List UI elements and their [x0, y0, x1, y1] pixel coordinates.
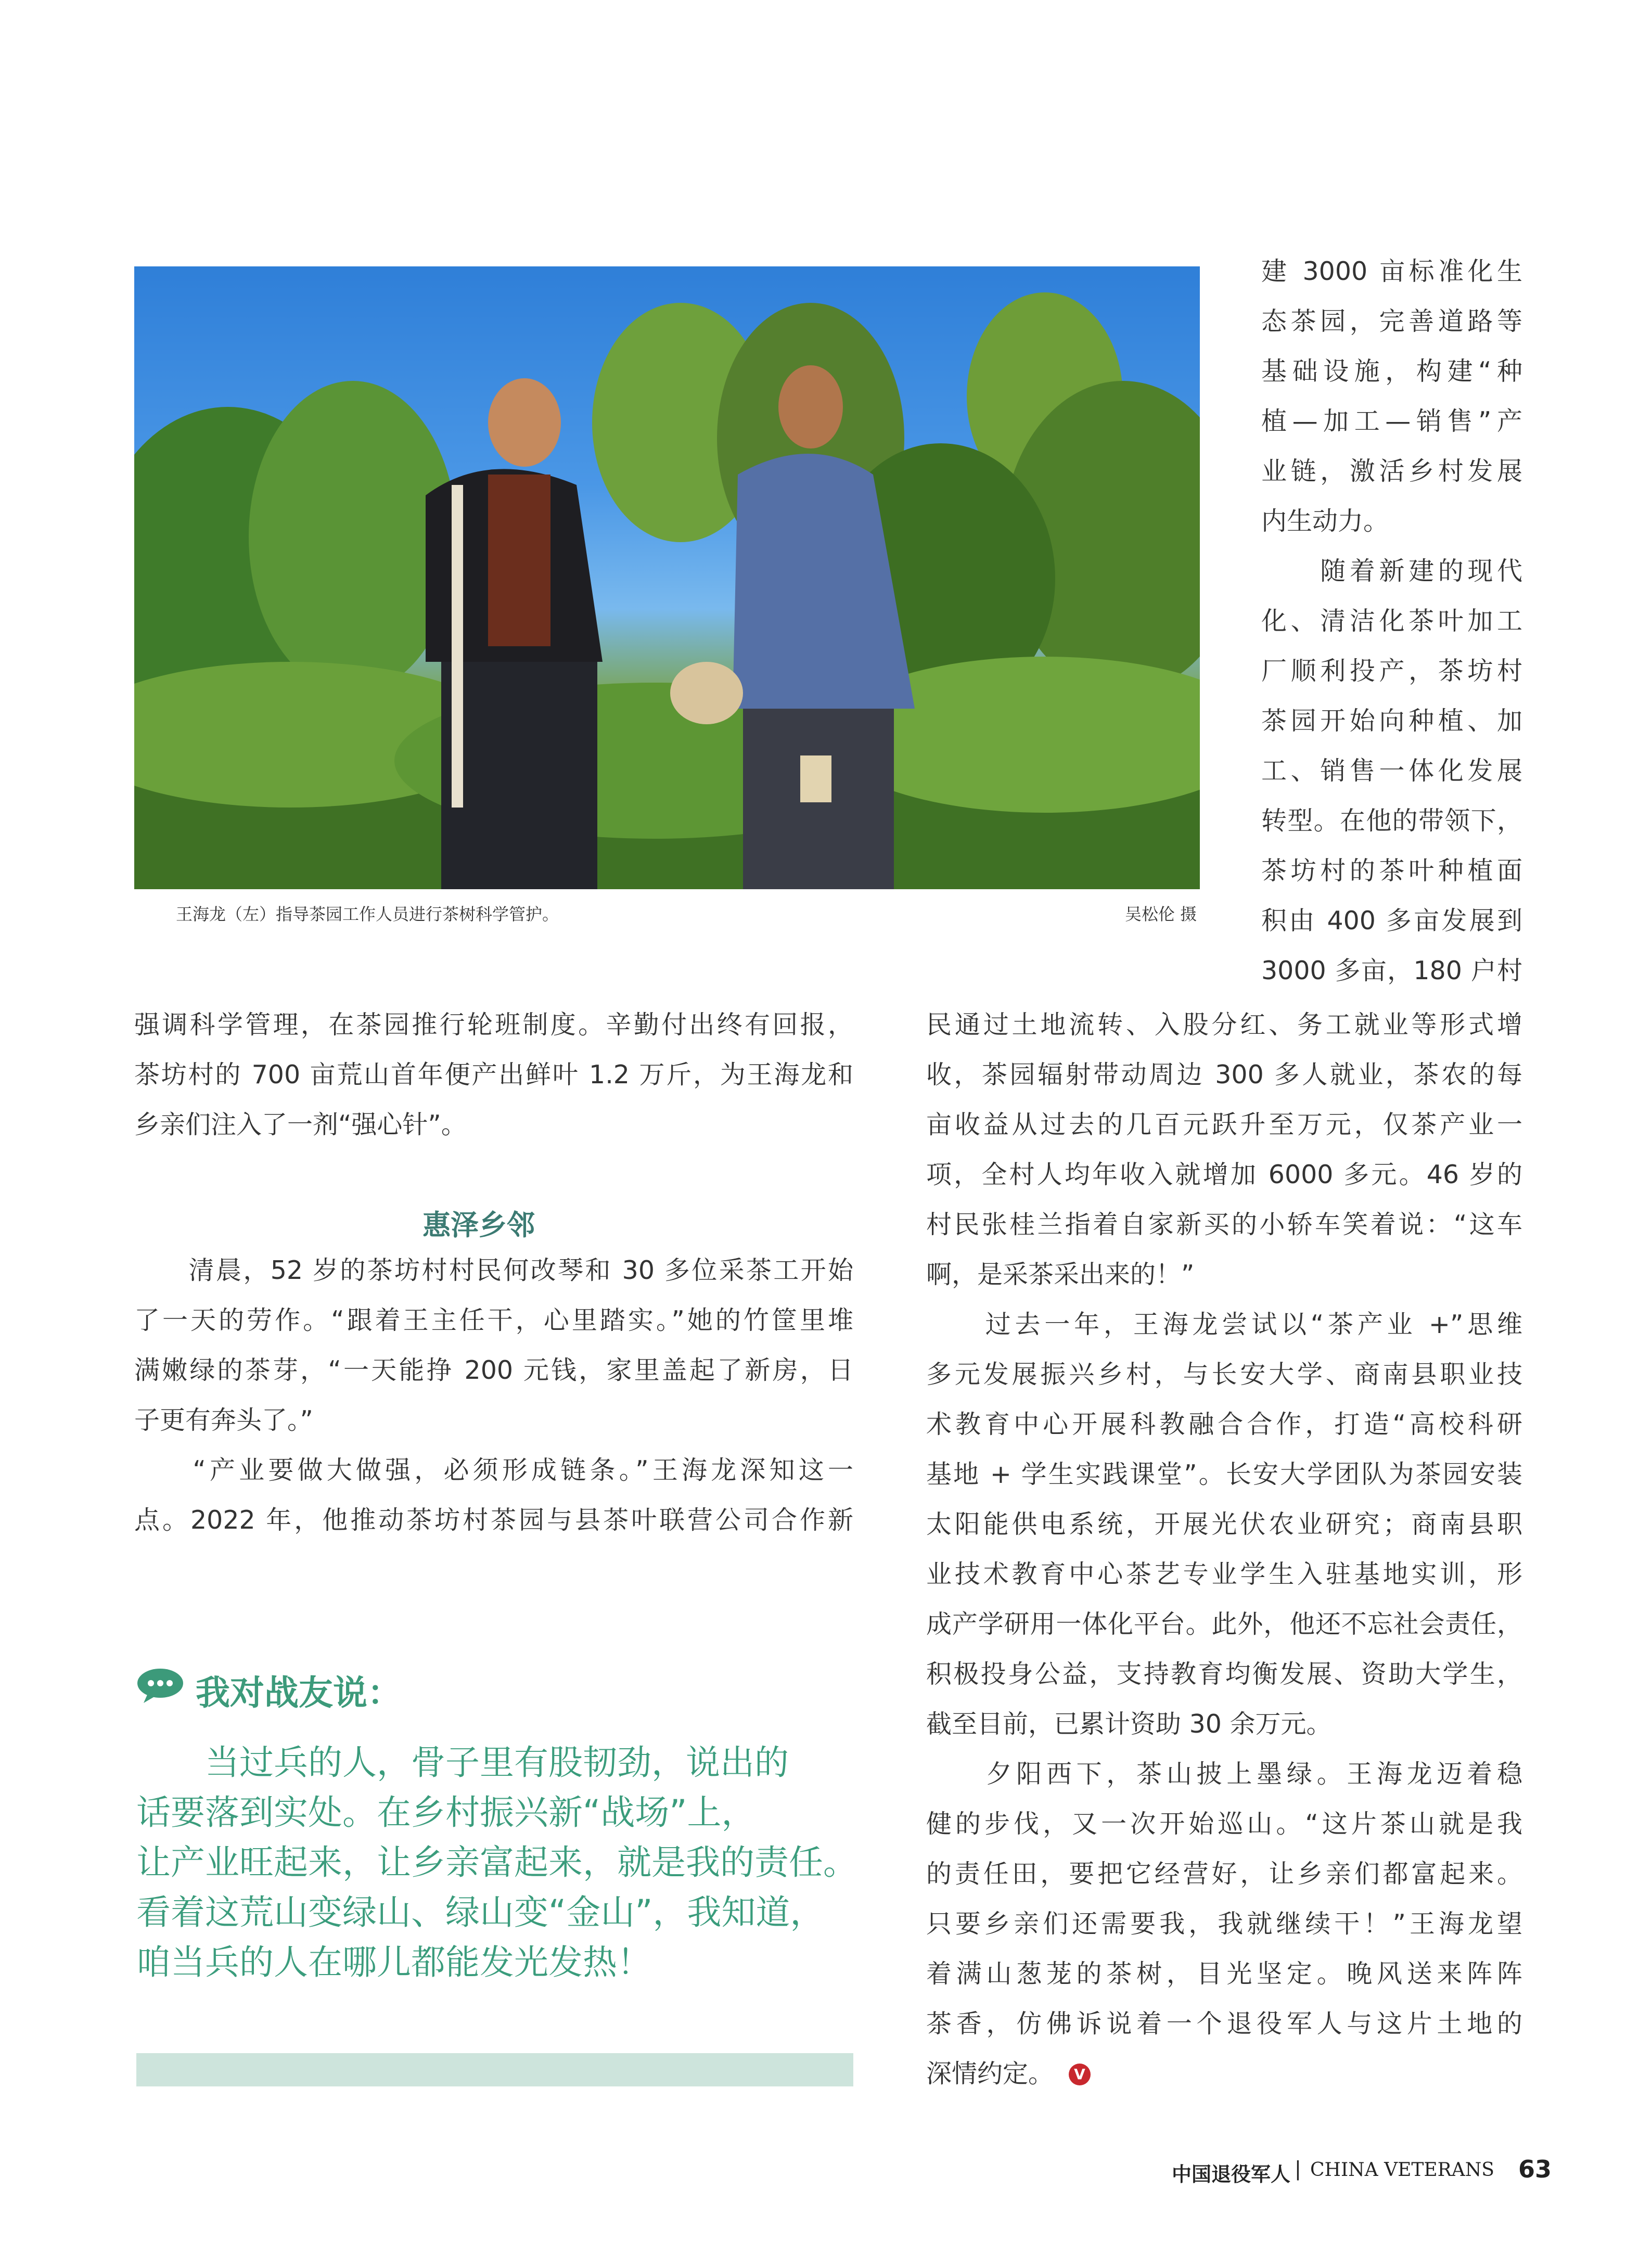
quote-line: 话要落到实处。在乡村振兴新“战场”上， — [136, 1792, 756, 1833]
text-line: 内生动力。 — [1261, 506, 1389, 536]
quote-divider-bar — [136, 2053, 853, 2086]
text-line: “产业要做大做强，必须形成链条。”王海龙深知这一 — [134, 1455, 853, 1485]
text-line: 态茶园，完善道路等 — [1261, 306, 1522, 336]
text-line: 满嫩绿的茶芽，“一天能挣 200 元钱，家里盖起了新房，日 — [134, 1355, 853, 1385]
text-line: 基础设施，构建“种 — [1261, 356, 1522, 386]
footer-separator: | — [1295, 2157, 1301, 2180]
photo-illustration — [134, 266, 1200, 889]
text-line: 夕阳西下，茶山披上墨绿。王海龙迈着稳 — [926, 1759, 1522, 1789]
text-line: 3000 多亩，180 户村 — [1261, 956, 1522, 985]
text-line: 茶园开始向种植、加 — [1261, 706, 1522, 736]
page-number: 63 — [1518, 2155, 1552, 2183]
text-line: 截至目前，已累计资助 30 余万元。 — [926, 1709, 1332, 1739]
text-line: 积由 400 多亩发展到 — [1261, 906, 1522, 936]
text-line: 积极投身公益，支持教育均衡发展、资助大学生， — [926, 1659, 1522, 1689]
text-line: 多元发展振兴乡村，与长安大学、商南县职业技 — [926, 1360, 1522, 1389]
text-line: 术教育中心开展科教融合合作，打造“高校科研 — [926, 1410, 1522, 1439]
quote-line: 看着这荒山变绿山、绿山变“金山”，我知道， — [136, 1892, 825, 1932]
speech-bubble-icon — [136, 1668, 186, 1704]
text-line: 太阳能供电系统，开展光伏农业研究；商南县职 — [926, 1509, 1522, 1539]
text-line: 业技术教育中心茶艺专业学生入驻基地实训，形 — [926, 1559, 1522, 1589]
text-line: 工、销售一体化发展 — [1261, 756, 1522, 786]
photo-caption: 王海龙（左）指导茶园工作人员进行茶树科学管护。 — [176, 904, 559, 924]
text-line: 民通过土地流转、入股分红、务工就业等形式增 — [926, 1010, 1522, 1040]
section-title: 惠泽乡邻 — [422, 1208, 535, 1241]
text-line: 深情约定。 — [926, 2059, 1054, 2089]
text-line: 转型。在他的带领下， — [1261, 806, 1522, 836]
photo-credit: 吴松伦 摄 — [1125, 904, 1197, 924]
text-line: 子更有奔头了。” — [134, 1405, 313, 1435]
text-line: 茶坊村的茶叶种植面 — [1261, 856, 1522, 886]
text-line: 过去一年，王海龙尝试以“茶产业 +”思维 — [926, 1310, 1522, 1339]
text-line: 茶香，仿佛诉说着一个退役军人与这片土地的 — [926, 2009, 1522, 2039]
quote-line: 当过兵的人，骨子里有股韧劲，说出的 — [136, 1743, 789, 1783]
text-line: 健的步伐，又一次开始巡山。“这片茶山就是我 — [926, 1809, 1522, 1839]
text-line: 基地 + 学生实践课堂”。长安大学团队为茶园安装 — [926, 1459, 1522, 1489]
quote-heading: 我对战友说： — [196, 1673, 402, 1713]
text-line: 植—加工—销售”产 — [1261, 406, 1522, 436]
text-line: 厂顺利投产，茶坊村 — [1261, 656, 1522, 686]
quote-line: 咱当兵的人在哪儿都能发光发热！ — [136, 1942, 651, 1982]
text-line: 着满山葱茏的茶树，目光坚定。晚风送来阵阵 — [926, 1959, 1522, 1989]
text-line: 的责任田，要把它经营好，让乡亲们都富起来。 — [926, 1859, 1522, 1889]
quote-line: 让产业旺起来，让乡亲富起来，就是我的责任。 — [136, 1842, 857, 1882]
text-line: 了一天的劳作。“跟着王主任干，心里踏实。”她的竹筐里堆 — [134, 1305, 853, 1335]
text-line: 只要乡亲们还需要我，我就继续干！”王海龙望 — [926, 1909, 1522, 1939]
end-mark-icon: V — [1069, 2064, 1091, 2085]
footer-magazine-name: 中国退役军人 — [1172, 2163, 1291, 2186]
article-photo — [134, 266, 1200, 889]
text-line: 强调科学管理，在茶园推行轮班制度。辛勤付出终有回报， — [134, 1010, 853, 1040]
footer-english-name: CHINA VETERANS — [1310, 2159, 1494, 2181]
text-line: 茶坊村的 700 亩荒山首年便产出鲜叶 1.2 万斤，为王海龙和 — [134, 1060, 853, 1090]
text-line: 随着新建的现代 — [1261, 556, 1522, 586]
text-line: 点。2022 年，他推动茶坊村茶园与县茶叶联营公司合作新 — [134, 1505, 853, 1535]
text-line: 乡亲们注入了一剂“强心针”。 — [134, 1110, 467, 1139]
text-line: 项，全村人均年收入就增加 6000 多元。46 岁的 — [926, 1160, 1522, 1189]
text-line: 亩收益从过去的几百元跃升至万元，仅茶产业一 — [926, 1110, 1522, 1139]
text-line: 收，茶园辐射带动周边 300 多人就业，茶农的每 — [926, 1060, 1522, 1090]
text-line: 啊，是采茶采出来的！” — [926, 1260, 1195, 1289]
text-line: 业链，激活乡村发展 — [1261, 456, 1522, 486]
text-line: 村民张桂兰指着自家新买的小轿车笑着说：“这车 — [926, 1210, 1522, 1239]
text-line: 建 3000 亩标准化生 — [1261, 257, 1522, 286]
text-line: 化、清洁化茶叶加工 — [1261, 606, 1522, 636]
text-line: 清晨，52 岁的茶坊村村民何改琴和 30 多位采茶工开始 — [134, 1255, 853, 1285]
text-line: 成产学研用一体化平台。此外，他还不忘社会责任， — [926, 1609, 1522, 1639]
